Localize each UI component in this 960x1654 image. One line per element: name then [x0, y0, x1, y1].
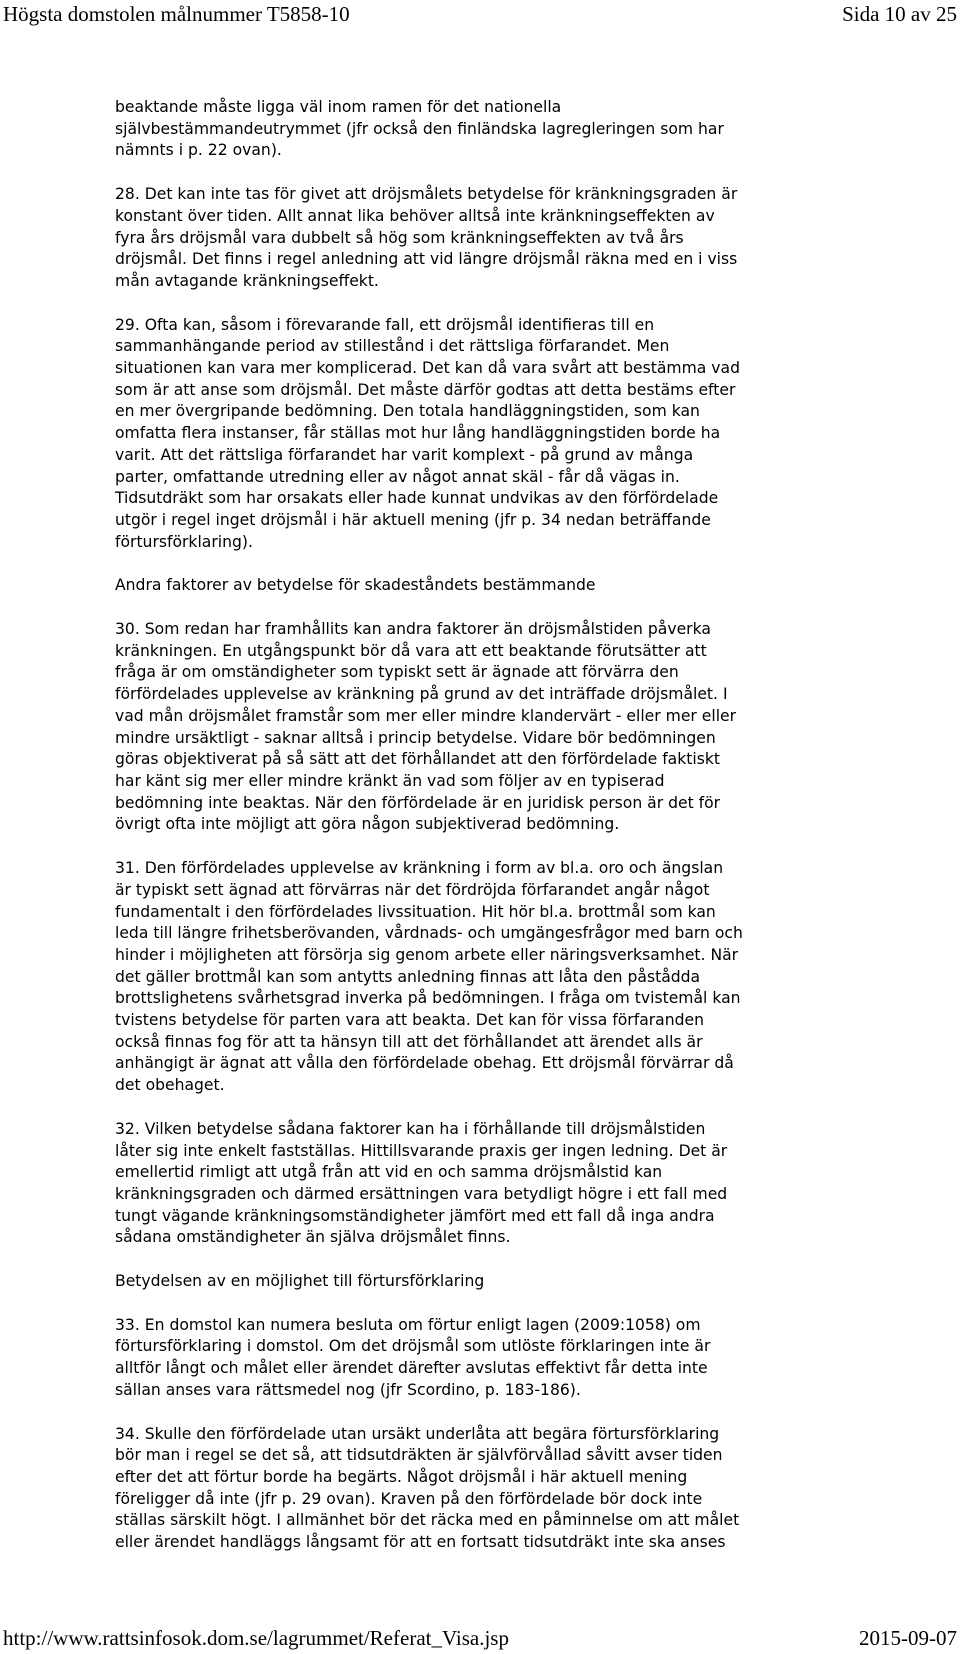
section-heading: Andra faktorer av betydelse för skadeståndets bestämmande	[115, 576, 596, 595]
text-line: fråga är om omständigheter som typiskt sett är ägnade att förvärra den	[115, 663, 679, 682]
text-line: tungt vägande kränkningsomständigheter jämfört med ett fall då inga andra	[115, 1206, 715, 1225]
text-line: fyra års dröjsmål vara dubbelt så hög som kränkningseffekten av två års	[115, 228, 684, 247]
paragraph	[115, 97, 827, 162]
text-line: 31. Den förfördelades upplevelse av kränkning i form av bl.a. oro och ängslan	[115, 859, 724, 878]
text-line: mindre ursäktligt - saknar alltså i princip betydelse. Vidare bör bedömningen	[115, 728, 716, 747]
text-line: varit. Att det rättsliga förfarandet har varit komplext - på grund av många	[115, 445, 694, 464]
text-line: en mer övergripande bedömning. Den totala handläggningstiden, som kan	[115, 402, 700, 421]
text-line: 30. Som redan har framhållits kan andra faktorer än dröjsmålstiden påverka	[115, 620, 711, 639]
page-number: Sida 10 av 25	[842, 2, 957, 26]
text-line: 28. Det kan inte tas för givet att dröjsmålets betydelse för kränkningsgraden är	[115, 185, 738, 204]
text-line: övrigt ofta inte möjligt att göra någon subjektiverad bedömning.	[115, 815, 620, 834]
text-line: hinder i möjligheten att försörja sig genom arbete eller näringsverksamhet. När	[115, 945, 739, 964]
text-line: vad mån dröjsmålet framstår som mer eller mindre klandervärt - eller mer eller	[115, 706, 737, 725]
paragraph	[115, 858, 827, 1097]
source-url[interactable]: http://www.rattsinfosok.dom.se/lagrummet/Referat_Visa.jsp	[3, 1626, 509, 1650]
text-line: fundamentalt i den förfördelades livssituation. Hit hör bl.a. brottmål som kan	[115, 902, 716, 921]
text-line: brottslighetens svårhetsgrad inverka på bedömningen. I fråga om tvistemål kan	[115, 989, 741, 1008]
paragraph	[115, 315, 827, 554]
text-line: utgör i regel inget dröjsmål i här aktuell mening (jfr p. 34 nedan beträffande	[115, 510, 711, 529]
print-date: 2015-09-07	[859, 1626, 957, 1650]
text-line: föreligger då inte (jfr p. 29 ovan). Kraven på den förfördelade bör dock inte	[115, 1489, 703, 1508]
text-line: förtursförklaring i domstol. Om det dröjsmål som utlöste förklaringen inte är	[115, 1337, 711, 1356]
text-line: sällan anses vara rättsmedel nog (jfr Scordino, p. 183-186).	[115, 1380, 581, 1399]
text-line: beaktande måste ligga väl inom ramen för det nationella	[115, 98, 562, 116]
text-line: förtursförklaring).	[115, 532, 253, 551]
text-line: låter sig inte enkelt fastställas. Hittillsvarande praxis ger ingen ledning. Det är	[115, 1141, 728, 1160]
text-line: självbestämmandeutrymmet (jfr också den finländska lagregleringen som har	[115, 119, 724, 138]
text-line: 33. En domstol kan numera besluta om förtur enligt lagen (2009:1058) om	[115, 1315, 701, 1334]
text-line: omfatta flera instanser, får ställas mot hur lång handläggningstiden borde ha	[115, 424, 721, 443]
text-line: nämnts i p. 22 ovan).	[115, 141, 282, 160]
text-line: situationen kan vara mer komplicerad. Det kan då vara svårt att bestämma vad	[115, 359, 740, 378]
text-line: efter det att förtur borde ha begärts. Något dröjsmål i här aktuell mening	[115, 1467, 688, 1486]
text-line: eller ärendet handläggs långsamt för att en fortsatt tidsutdräkt inte ska anses	[115, 1533, 726, 1552]
text-line: 32. Vilken betydelse sådana faktorer kan ha i förhållande till dröjsmålstiden	[115, 1119, 706, 1138]
text-line: alltför långt och målet eller ärendet därefter avslutas effektivt får detta inte	[115, 1359, 708, 1378]
document-title: Högsta domstolen målnummer T5858-10	[3, 2, 350, 26]
text-line: också finnas fog för att ta hänsyn till att det förhållandet att ärendet alls är	[115, 1032, 703, 1051]
text-line: ställas särskilt högt. I allmänhet bör det räcka med en påminnelse om att målet	[115, 1511, 740, 1530]
text-line: göras objektiverat på så sätt att det förhållandet att den förfördelade faktiskt	[115, 750, 720, 769]
text-line: det obehaget.	[115, 1076, 225, 1095]
text-line: som är att anse som dröjsmål. Det måste därför godtas att detta bestäms efter	[115, 380, 736, 399]
page-header	[0, 2, 960, 30]
text-line: sådana omständigheter än själva dröjsmålet finns.	[115, 1228, 511, 1247]
text-line: anhängigt är ägnat att vålla den förfördelade obehag. Ett dröjsmål förvärrar då	[115, 1054, 734, 1073]
text-line: 29. Ofta kan, såsom i förevarande fall, ett dröjsmål identifieras till en	[115, 315, 655, 334]
text-line: det gäller brottmål kan som antytts anledning finnas att låta den påståddа	[115, 967, 701, 986]
paragraph	[115, 184, 827, 293]
text-line: mån avtagande kränkningseffekt.	[115, 271, 379, 290]
page-footer	[0, 1626, 960, 1654]
document-body	[115, 97, 827, 1576]
text-line: kränkningen. En utgångspunkt bör då vara att ett beaktande förutsätter att	[115, 641, 707, 660]
section-heading: Betydelsen av en möjlighet till förtursförklaring	[115, 1272, 485, 1291]
text-line: kränkningsgraden och därmed ersättningen vara betydligt högre i ett fall med	[115, 1184, 728, 1203]
text-line: Tidsutdräkt som har orsakats eller hade kunnat undvikas av den förfördelade	[115, 489, 719, 508]
text-line: parter, omfattande utredning eller av något annat skäl - får då vägas in.	[115, 467, 680, 486]
text-line: leda till längre frihetsberövanden, vårdnads- och umgängesfrågor med barn och	[115, 924, 743, 943]
text-line: förfördelades upplevelse av kränkning på grund av det inträffade dröjsmålet. I	[115, 685, 728, 704]
text-line: är typiskt sett ägnad att förvärras när det fördröjda förfarandet angår något	[115, 880, 710, 899]
text-line: tvistens betydelse för parten vara att beakta. Det kan för vissa förfaranden	[115, 1011, 704, 1030]
text-line: emellertid rimligt att utgå från att vid en och samma dröjsmålstid kan	[115, 1163, 663, 1182]
paragraph	[115, 619, 827, 836]
paragraph	[115, 1119, 827, 1249]
text-line: 34. Skulle den förfördelade utan ursäkt underlåta att begära förtursförklaring	[115, 1424, 720, 1443]
text-line: dröjsmål. Det finns i regel anledning att vid längre dröjsmål räkna med en i viss	[115, 250, 738, 269]
text-line: sammanhängande period av stillestånd i det rättsliga förfarandet. Men	[115, 337, 670, 356]
paragraph	[115, 1424, 827, 1554]
text-line: bedömning inte beaktas. När den förfördelade är en juridisk person är det för	[115, 793, 721, 812]
paragraph	[115, 1315, 827, 1402]
text-line: har känt sig mer eller mindre kränkt än vad som följer av en typiserad	[115, 771, 665, 790]
text-line: bör man i regel se det så, att tidsutdräkten är självförvållad såvitt avser tiden	[115, 1446, 723, 1465]
text-line: konstant över tiden. Allt annat lika behöver alltså inte kränkningseffekten av	[115, 206, 715, 225]
